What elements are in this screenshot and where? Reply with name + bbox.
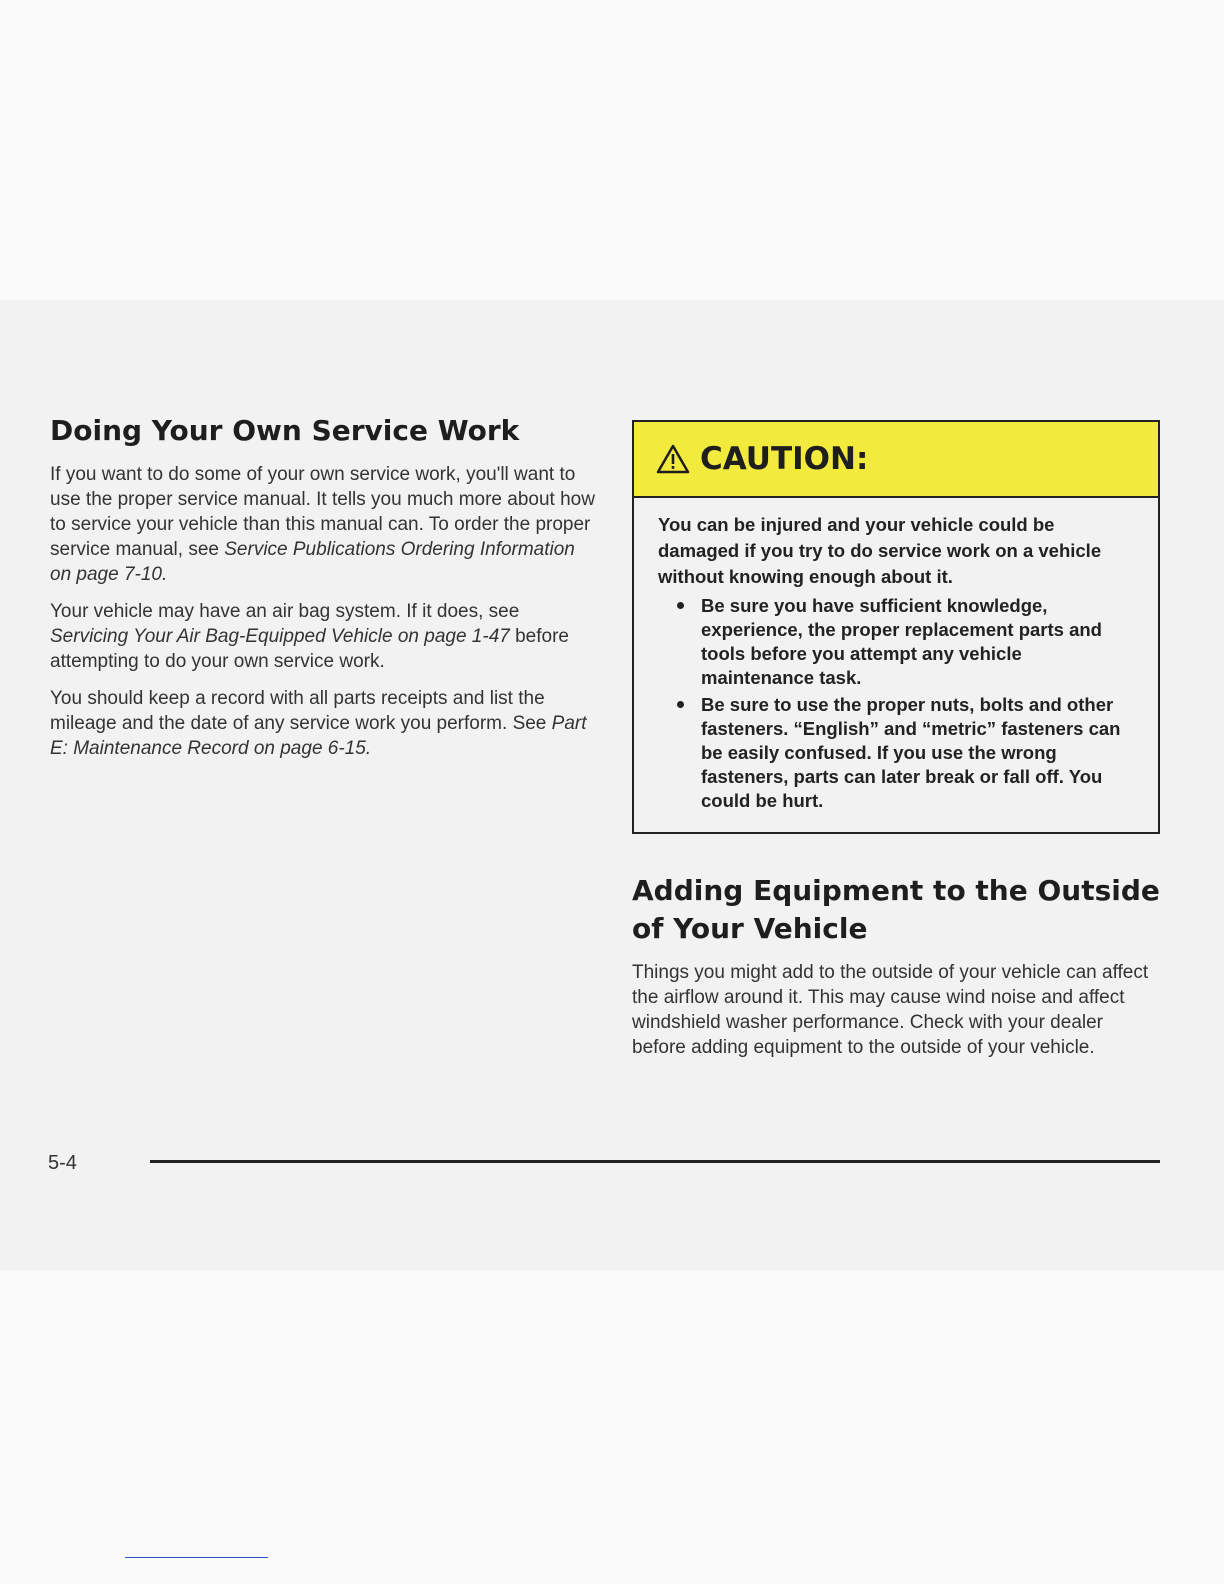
air-bag-paragraph bbox=[50, 599, 595, 674]
bullet-dot-icon bbox=[677, 602, 684, 609]
footer-rule bbox=[150, 1160, 1160, 1163]
link-underline bbox=[125, 1557, 268, 1558]
service-manual-text: If you want to do some of your own service work, you'll want to use the proper service manual. It tells you much more about how to service your vehicle than this manual can. To order the proper service manual, see bbox=[50, 464, 595, 560]
record-text: You should keep a record with all parts receipts and list the mileage and the date of any service work you perform. See bbox=[50, 688, 552, 734]
caution-bullet bbox=[658, 594, 1134, 690]
caution-header bbox=[634, 422, 1158, 498]
air-bag-text-post: before attempting to do your own service work. bbox=[50, 626, 569, 672]
bullet-dot-icon bbox=[677, 701, 684, 708]
service-work-heading: Doing Your Own Service Work bbox=[50, 414, 520, 447]
caution-body bbox=[634, 498, 1158, 832]
caution-list bbox=[658, 594, 1134, 813]
maintenance-record-ref: Part E: Maintenance Record on page 6-15. bbox=[50, 713, 587, 759]
right-column bbox=[632, 420, 1160, 1072]
air-bag-ref: Servicing Your Air Bag-Equipped Vehicle on page 1-47 bbox=[50, 626, 510, 647]
left-column bbox=[50, 412, 595, 773]
service-manual-paragraph bbox=[50, 462, 595, 587]
caution-lead: You can be injured and your vehicle could be damaged if you try to do service work on a vehicle without knowing enough about it. bbox=[658, 514, 1102, 587]
caution-bullet-text: Be sure to use the proper nuts, bolts and other fasteners. “English” and “metric” fasteners can be easily confused. If you use the wrong fasteners, parts can later break or fall off. You could be hurt. bbox=[701, 694, 1121, 811]
warning-triangle-icon bbox=[656, 444, 690, 474]
caution-box bbox=[632, 420, 1160, 834]
caution-bullet bbox=[658, 693, 1134, 813]
adding-equipment-paragraph: Things you might add to the outside of your vehicle can affect the airflow around it. This may cause wind noise and affect windshield washer performance. Check with your dealer before adding equipment to the outside of your vehicle. bbox=[632, 962, 1149, 1058]
caution-title: CAUTION: bbox=[700, 441, 869, 477]
page-number: 5-4 bbox=[48, 1152, 77, 1174]
caution-bullet-text: Be sure you have sufficient knowledge, experience, the proper replacement parts and tools before you attempt any vehicle maintenance task. bbox=[701, 595, 1102, 688]
service-publications-ref: Service Publications Ordering Information on page 7-10. bbox=[50, 539, 575, 585]
adding-equipment-heading: Adding Equipment to the Outside of Your Vehicle bbox=[632, 874, 1160, 945]
record-paragraph bbox=[50, 686, 595, 761]
air-bag-text-pre: Your vehicle may have an air bag system. If it does, see bbox=[50, 601, 520, 622]
